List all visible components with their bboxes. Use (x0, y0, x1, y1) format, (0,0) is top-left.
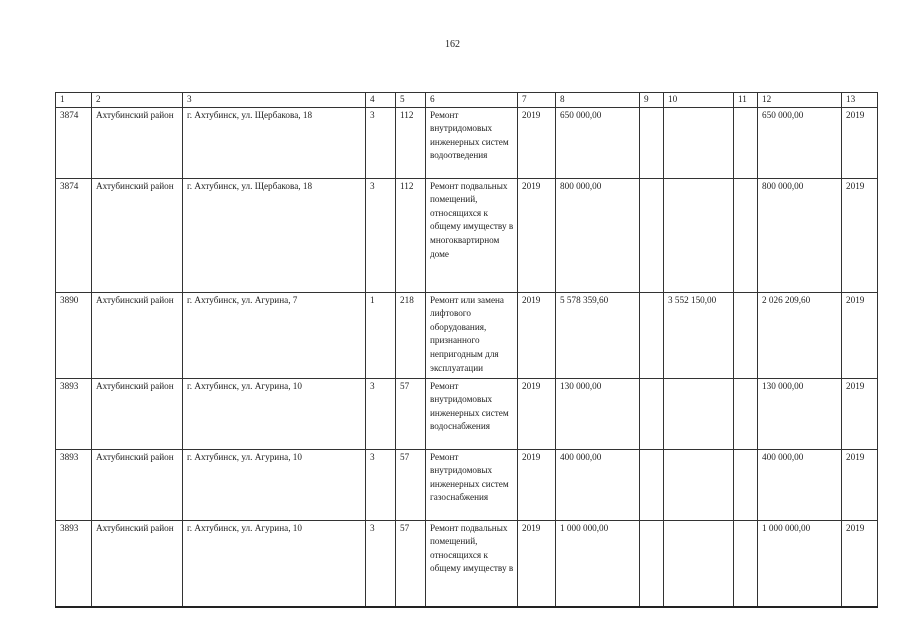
col5-cell: 112 (396, 107, 426, 178)
col10-cell (664, 449, 734, 520)
col12-cell: 2 026 209,60 (758, 292, 842, 378)
col11-cell (734, 449, 758, 520)
work-type-cell: Ремонт или замена лифтового оборудования, признанного непригодным для эксплуатации (426, 292, 518, 378)
column-header: 11 (734, 93, 758, 108)
year-cell: 2019 (518, 378, 556, 449)
object-id-cell: 3893 (56, 378, 92, 449)
completion-year-cell: 2019 (842, 449, 878, 520)
work-type-cell: Ремонт подвальных помещений, относящихся к общему имуществу в (426, 520, 518, 607)
register-table (55, 92, 878, 608)
col4-cell: 3 (366, 178, 396, 292)
address-cell: г. Ахтубинск, ул. Щербакова, 18 (183, 107, 366, 178)
address-cell: г. Ахтубинск, ул. Агурина, 10 (183, 378, 366, 449)
col5-cell: 57 (396, 520, 426, 607)
address-cell: г. Ахтубинск, ул. Агурина, 10 (183, 520, 366, 607)
column-header: 13 (842, 93, 878, 108)
col10-cell (664, 520, 734, 607)
object-id-cell: 3893 (56, 520, 92, 607)
col11-cell (734, 107, 758, 178)
completion-year-cell: 2019 (842, 520, 878, 607)
completion-year-cell: 2019 (842, 178, 878, 292)
col11-cell (734, 178, 758, 292)
work-type-cell: Ремонт внутридомовых инженерных систем водоснабжения (426, 378, 518, 449)
total-cost-cell: 400 000,00 (556, 449, 640, 520)
district-cell: Ахтубинский район (92, 107, 183, 178)
completion-year-cell: 2019 (842, 292, 878, 378)
table-row (56, 178, 878, 292)
col11-cell (734, 378, 758, 449)
col4-cell: 3 (366, 449, 396, 520)
col12-cell: 800 000,00 (758, 178, 842, 292)
col12-cell: 400 000,00 (758, 449, 842, 520)
col10-cell (664, 107, 734, 178)
table-row (56, 520, 878, 607)
col9-cell (640, 378, 664, 449)
district-cell: Ахтубинский район (92, 449, 183, 520)
col9-cell (640, 107, 664, 178)
col10-cell (664, 378, 734, 449)
column-header: 1 (56, 93, 92, 108)
col11-cell (734, 520, 758, 607)
col12-cell: 130 000,00 (758, 378, 842, 449)
table-row (56, 449, 878, 520)
column-header: 4 (366, 93, 396, 108)
col9-cell (640, 292, 664, 378)
table-body (56, 107, 878, 607)
column-header: 10 (664, 93, 734, 108)
work-type-cell: Ремонт внутридомовых инженерных систем водоотведения (426, 107, 518, 178)
address-cell: г. Ахтубинск, ул. Агурина, 10 (183, 449, 366, 520)
col5-cell: 57 (396, 449, 426, 520)
object-id-cell: 3893 (56, 449, 92, 520)
col11-cell (734, 292, 758, 378)
col10-cell (664, 178, 734, 292)
work-type-cell: Ремонт внутридомовых инженерных систем газоснабжения (426, 449, 518, 520)
address-cell: г. Ахтубинск, ул. Щербакова, 18 (183, 178, 366, 292)
column-header: 6 (426, 93, 518, 108)
column-header: 5 (396, 93, 426, 108)
column-header: 3 (183, 93, 366, 108)
col4-cell: 3 (366, 378, 396, 449)
total-cost-cell: 800 000,00 (556, 178, 640, 292)
year-cell: 2019 (518, 107, 556, 178)
district-cell: Ахтубинский район (92, 520, 183, 607)
work-type-cell: Ремонт подвальных помещений, относящихся к общему имуществу в многоквартирном доме (426, 178, 518, 292)
column-number-row (56, 93, 878, 108)
column-header: 12 (758, 93, 842, 108)
address-cell: г. Ахтубинск, ул. Агурина, 7 (183, 292, 366, 378)
object-id-cell: 3890 (56, 292, 92, 378)
col5-cell: 218 (396, 292, 426, 378)
district-cell: Ахтубинский район (92, 378, 183, 449)
col5-cell: 57 (396, 378, 426, 449)
col12-cell: 1 000 000,00 (758, 520, 842, 607)
object-id-cell: 3874 (56, 107, 92, 178)
col9-cell (640, 520, 664, 607)
completion-year-cell: 2019 (842, 107, 878, 178)
column-header: 8 (556, 93, 640, 108)
year-cell: 2019 (518, 449, 556, 520)
total-cost-cell: 5 578 359,60 (556, 292, 640, 378)
total-cost-cell: 1 000 000,00 (556, 520, 640, 607)
column-header: 2 (92, 93, 183, 108)
table-row (56, 378, 878, 449)
total-cost-cell: 130 000,00 (556, 378, 640, 449)
district-cell: Ахтубинский район (92, 178, 183, 292)
completion-year-cell: 2019 (842, 378, 878, 449)
col12-cell: 650 000,00 (758, 107, 842, 178)
col4-cell: 3 (366, 520, 396, 607)
total-cost-cell: 650 000,00 (556, 107, 640, 178)
page-number: 162 (445, 39, 460, 50)
col4-cell: 1 (366, 292, 396, 378)
table-row (56, 107, 878, 178)
year-cell: 2019 (518, 178, 556, 292)
col5-cell: 112 (396, 178, 426, 292)
col9-cell (640, 178, 664, 292)
year-cell: 2019 (518, 292, 556, 378)
district-cell: Ахтубинский район (92, 292, 183, 378)
object-id-cell: 3874 (56, 178, 92, 292)
column-header: 9 (640, 93, 664, 108)
year-cell: 2019 (518, 520, 556, 607)
table-row (56, 292, 878, 378)
col4-cell: 3 (366, 107, 396, 178)
col10-cell: 3 552 150,00 (664, 292, 734, 378)
column-header: 7 (518, 93, 556, 108)
col9-cell (640, 449, 664, 520)
